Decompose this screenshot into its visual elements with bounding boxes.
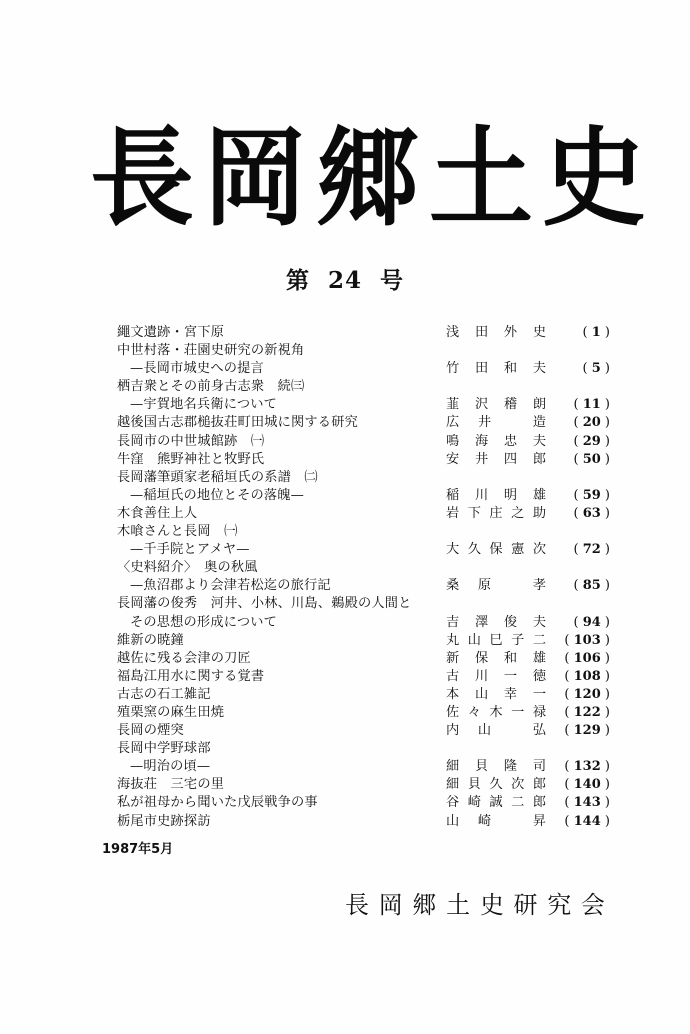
toc-entry bbox=[117, 668, 610, 686]
toc-entry bbox=[117, 813, 610, 831]
toc-entry-page: ( 85 ) bbox=[573, 578, 610, 594]
toc-entry bbox=[117, 360, 610, 378]
toc-entry bbox=[117, 758, 610, 776]
dot-leader bbox=[332, 577, 445, 595]
publisher-char: 史 bbox=[479, 891, 504, 919]
toc-entry-author: 細 貝 久 次 郎 bbox=[446, 777, 546, 793]
dot-leader bbox=[265, 360, 445, 378]
dot-leader bbox=[252, 650, 445, 668]
toc-entry-author: 大 久 保 憲 次 bbox=[446, 542, 546, 558]
toc-entry-title: 繩文遺跡・宮下原 bbox=[117, 325, 225, 340]
toc-entry bbox=[117, 776, 610, 794]
toc-entry bbox=[117, 650, 610, 668]
toc-entry-author: 細 貝 隆 司 bbox=[446, 759, 546, 775]
toc-entry-title: 牛窪 熊野神社と牧野氏 bbox=[117, 451, 265, 467]
toc-entry-author: 韮 沢 稽 朗 bbox=[446, 397, 546, 413]
toc-entry-title: 長岡の煙突 bbox=[117, 723, 184, 739]
toc-entry-author: 広 井 造 bbox=[446, 415, 546, 431]
toc-entry-title: 長岡中学野球部 bbox=[117, 741, 211, 757]
toc-entry-author: 竹 田 和 夫 bbox=[446, 361, 546, 377]
issue-number bbox=[0, 266, 690, 296]
toc-entry bbox=[117, 559, 610, 577]
toc-entry bbox=[117, 541, 610, 559]
toc-entry bbox=[117, 577, 610, 595]
dot-leader bbox=[225, 776, 445, 794]
dot-leader bbox=[185, 722, 445, 740]
toc-entry bbox=[117, 469, 610, 487]
toc-entry-title: 私が祖母から聞いた戊辰戦争の事 bbox=[117, 795, 318, 811]
issue-prefix: 第 bbox=[285, 267, 310, 294]
toc-entry-title: 木喰さんと長岡 ㈠ bbox=[117, 524, 238, 540]
toc-entry bbox=[117, 722, 610, 740]
dot-leader bbox=[359, 415, 445, 433]
toc-entry-title: 栃尾市史跡探訪 bbox=[117, 813, 211, 829]
toc-entry-title: 〈史料紹介〉 奥の秋風 bbox=[117, 560, 258, 576]
toc-entry bbox=[117, 686, 610, 704]
toc-entry-page: ( 132 ) bbox=[564, 759, 610, 775]
toc-entry-title: 古志の石工雑記 bbox=[117, 686, 211, 702]
toc-entry-page: ( 103 ) bbox=[564, 632, 610, 648]
toc-entry-title: —長岡市城史への提言 bbox=[130, 361, 264, 377]
dot-leader bbox=[225, 324, 445, 342]
toc-entry-author: 佐 々 木 一 禄 bbox=[446, 704, 546, 720]
dot-leader bbox=[212, 686, 445, 704]
toc-entry-author: 本 山 幸 一 bbox=[446, 686, 546, 702]
toc-entry-page: ( 59 ) bbox=[573, 487, 610, 503]
toc-entry bbox=[117, 595, 610, 613]
publisher-char: 研 bbox=[513, 891, 538, 919]
toc-entry bbox=[117, 614, 610, 632]
toc-entry bbox=[117, 704, 610, 722]
publication-date: 1987年5月 bbox=[102, 842, 174, 857]
toc-entry-page: ( 72 ) bbox=[573, 542, 610, 558]
publisher-char: 郷 bbox=[412, 891, 437, 919]
toc-entry-page: ( 129 ) bbox=[564, 723, 610, 739]
toc-entry-title: 長岡藩の俊秀 河井、小林、川島、鵜殿の人間と bbox=[117, 596, 412, 612]
dot-leader bbox=[212, 813, 445, 831]
toc-entry-author: 岩 下 庄 之 助 bbox=[446, 505, 546, 521]
toc-entry-title: 長岡藩筆頭家老稲垣氏の系譜 ㈡ bbox=[117, 469, 318, 485]
toc-entry bbox=[117, 396, 610, 414]
toc-entry bbox=[117, 740, 610, 758]
toc-entry-title: —明治の頃— bbox=[130, 759, 211, 775]
title-char: 史 bbox=[541, 114, 646, 241]
toc-entry bbox=[117, 505, 610, 523]
toc-entry bbox=[117, 451, 610, 469]
toc-entry-title: —魚沼郡より会津若松迄の旅行記 bbox=[130, 578, 331, 594]
toc-entry bbox=[117, 324, 610, 342]
toc-entry bbox=[117, 487, 610, 505]
dot-leader bbox=[211, 758, 445, 776]
toc-entry-title: 木食善住上人 bbox=[117, 505, 198, 521]
issue-suffix: 号 bbox=[380, 267, 404, 294]
toc-entry bbox=[117, 632, 610, 650]
dot-leader bbox=[305, 487, 445, 505]
toc-entry-author: 山 崎 昇 bbox=[446, 813, 546, 829]
title-char: 岡 bbox=[202, 114, 307, 241]
publisher-name bbox=[345, 888, 605, 922]
toc-entry-author: 丸 山 巳 子 二 bbox=[446, 632, 546, 648]
toc-entry-title: —稲垣氏の地位とその落魄— bbox=[130, 487, 305, 503]
dot-leader bbox=[265, 433, 445, 451]
dot-leader bbox=[185, 632, 445, 650]
toc-entry-page: ( 108 ) bbox=[564, 668, 610, 684]
toc-entry-page: ( 140 ) bbox=[564, 777, 610, 793]
publisher-char: 長 bbox=[345, 891, 369, 919]
toc-entry-title: 栖吉衆とその前身古志衆 続㈢ bbox=[117, 379, 305, 395]
toc-entry-title: 海抜荘 三宅の里 bbox=[117, 777, 225, 793]
toc-entry-author: 谷 崎 誠 二 郎 bbox=[446, 795, 546, 811]
toc-entry-page: ( 143 ) bbox=[564, 795, 610, 811]
toc-entry bbox=[117, 342, 610, 360]
toc-entry-page: ( 106 ) bbox=[564, 650, 610, 666]
toc-entry-title: その思想の形成について bbox=[130, 614, 277, 630]
toc-entry-title: 越佐に残る会津の刀匠 bbox=[117, 650, 251, 666]
toc-entry-author: 古 川 一 徳 bbox=[446, 668, 546, 684]
toc-entry-page: ( 63 ) bbox=[573, 505, 610, 521]
toc-entry-page: ( 144 ) bbox=[564, 813, 610, 829]
toc-entry-page: ( 120 ) bbox=[564, 686, 610, 702]
toc-entry-page: ( 5 ) bbox=[582, 361, 610, 377]
toc-entry-author: 新 保 和 雄 bbox=[446, 650, 546, 666]
publisher-char: 岡 bbox=[378, 891, 403, 919]
toc-entry bbox=[117, 523, 610, 541]
dot-leader bbox=[198, 505, 445, 523]
toc-entry-author: 安 井 四 郎 bbox=[446, 451, 546, 467]
toc-entry-page: ( 50 ) bbox=[573, 451, 610, 467]
toc-entry-author: 桑 原 孝 bbox=[446, 578, 546, 594]
dot-leader bbox=[278, 614, 445, 632]
toc-entry-title: 中世村落・荘園史研究の新視角 bbox=[117, 343, 305, 359]
dot-leader bbox=[251, 541, 445, 559]
toc-entry-author: 浅 田 外 史 bbox=[446, 325, 546, 340]
toc-entry-title: 福島江用水に関する覚書 bbox=[117, 668, 265, 684]
title-char: 長 bbox=[89, 114, 194, 241]
toc-entry-page: ( 11 ) bbox=[573, 397, 610, 413]
toc-entry-title: —宇賀地名兵衛について bbox=[130, 397, 277, 413]
toc-entry-page: ( 20 ) bbox=[573, 415, 610, 431]
toc-entry-page: ( 29 ) bbox=[573, 433, 610, 449]
toc-entry-page: ( 122 ) bbox=[564, 704, 610, 720]
toc-entry-title: 維新の暁鐘 bbox=[117, 632, 184, 648]
toc-entry bbox=[117, 794, 610, 812]
journal-title bbox=[88, 114, 648, 241]
publisher-char: 土 bbox=[446, 891, 471, 919]
issue-value: 24 bbox=[327, 267, 362, 294]
toc-entry-author: 稲 川 明 雄 bbox=[446, 487, 546, 503]
publisher-char: 会 bbox=[580, 891, 605, 919]
toc-entry bbox=[117, 414, 610, 432]
dot-leader bbox=[319, 794, 445, 812]
toc-entry-title: 越後国古志郡槌抜荘町田城に関する研究 bbox=[117, 415, 358, 431]
table-of-contents bbox=[117, 324, 610, 831]
toc-entry-author: 吉 澤 俊 夫 bbox=[446, 614, 546, 630]
toc-entry-title: 長岡市の中世城館跡 ㈠ bbox=[117, 433, 265, 449]
dot-leader bbox=[225, 704, 445, 722]
dot-leader bbox=[265, 668, 445, 686]
title-char: 郷 bbox=[315, 114, 420, 241]
publisher-char: 究 bbox=[547, 891, 572, 919]
dot-leader bbox=[278, 396, 445, 414]
toc-entry-author: 内 山 弘 bbox=[446, 723, 546, 739]
dot-leader bbox=[265, 451, 445, 469]
toc-entry-page: ( 1 ) bbox=[582, 325, 610, 340]
toc-entry-title: —千手院とアメヤ— bbox=[130, 542, 250, 558]
toc-entry-page: ( 94 ) bbox=[573, 614, 610, 630]
toc-entry-author: 鳴 海 忠 夫 bbox=[446, 433, 546, 449]
toc-entry-title: 殖栗窯の麻生田焼 bbox=[117, 704, 225, 720]
title-char: 土 bbox=[428, 114, 533, 241]
toc-entry bbox=[117, 378, 610, 396]
toc-entry bbox=[117, 433, 610, 451]
